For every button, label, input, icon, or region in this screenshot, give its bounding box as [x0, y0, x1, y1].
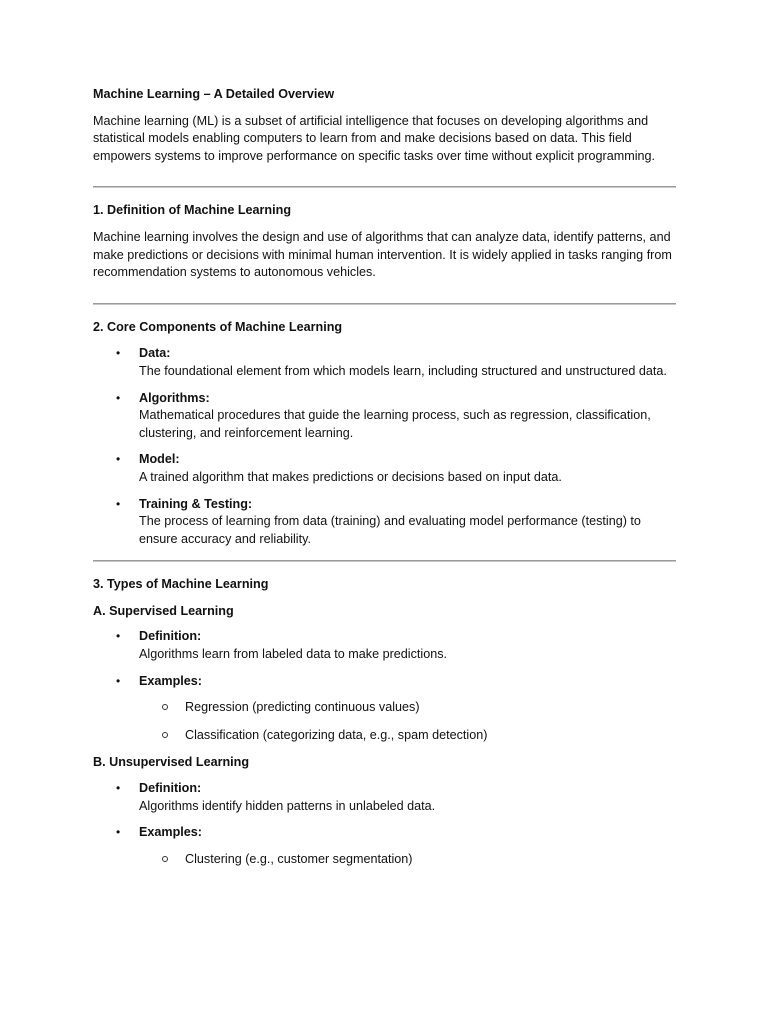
sub-list-item [139, 699, 676, 717]
list-item [93, 824, 676, 868]
section-heading-definition: 1. Definition of Machine Learning [93, 203, 292, 218]
example-text: Classification (categorizing data, e.g., spam detection) [185, 727, 488, 742]
bullet-icon: • [116, 390, 121, 405]
bullet-icon: • [116, 629, 121, 644]
bullet-icon: • [116, 452, 121, 467]
supervised-list [93, 628, 676, 744]
document-title: Machine Learning – A Detailed Overview [93, 87, 335, 101]
supervised-examples-list [139, 699, 676, 744]
section-divider [93, 186, 676, 188]
item-label: Model: [139, 452, 180, 467]
list-item [93, 451, 676, 486]
bullet-icon: • [116, 346, 121, 361]
item-text: A trained algorithm that makes predictions or decisions based on input data. [139, 469, 562, 484]
definition-paragraph: Machine learning involves the design and use of algorithms that can analyze data, identify patterns, and make predictions or decisions with minimal human intervention. It is widely applied in tasks ranging from recommendation systems to autonomous vehicles. [93, 229, 672, 280]
list-item [93, 628, 676, 663]
item-text: The process of learning from data (training) and evaluating model performance (testing) to ensure accuracy and reliability. [139, 514, 641, 546]
bullet-icon: • [116, 781, 121, 796]
list-item [93, 345, 676, 380]
section-heading-components: 2. Core Components of Machine Learning [93, 319, 343, 334]
item-label: Definition: [139, 629, 202, 644]
item-label: Data: [139, 346, 171, 361]
components-list [93, 345, 676, 548]
list-item [93, 780, 676, 815]
circle-bullet-icon [162, 704, 168, 710]
item-text: Algorithms identify hidden patterns in unlabeled data. [139, 798, 436, 813]
item-text: Algorithms learn from labeled data to make predictions. [139, 647, 447, 662]
subsection-heading-unsupervised: B. Unsupervised Learning [93, 755, 250, 770]
item-label: Examples: [139, 825, 202, 840]
circle-bullet-icon [162, 856, 168, 862]
unsupervised-examples-list [139, 851, 676, 869]
item-label: Training & Testing: [139, 496, 253, 511]
item-text: The foundational element from which models learn, including structured and unstructured data. [139, 363, 667, 378]
bullet-icon: • [116, 496, 121, 511]
sub-list-item [139, 727, 676, 745]
item-label: Definition: [139, 781, 202, 796]
example-text: Clustering (e.g., customer segmentation) [185, 851, 413, 866]
unsupervised-list [93, 780, 676, 868]
item-label: Examples: [139, 673, 202, 688]
bullet-icon: • [116, 825, 121, 840]
example-text: Regression (predicting continuous values) [185, 700, 420, 715]
intro-paragraph: Machine learning (ML) is a subset of artificial intelligence that focuses on developing algorithms and statistical models enabling computers to learn from and make decisions based on data. This field empowers systems to improve performance on specific tasks over time without explicit programming. [93, 113, 656, 163]
section-divider [93, 560, 676, 562]
list-item [93, 496, 676, 549]
list-item [93, 673, 676, 745]
subsection-heading-supervised: A. Supervised Learning [93, 603, 234, 618]
section-divider [93, 303, 676, 305]
bullet-icon: • [116, 673, 121, 688]
item-text: Mathematical procedures that guide the learning process, such as regression, classification, clustering, and reinforcement learning. [139, 408, 651, 440]
sub-list-item [139, 851, 676, 869]
circle-bullet-icon [162, 732, 168, 738]
item-label: Algorithms: [139, 390, 210, 405]
list-item [93, 390, 676, 443]
section-heading-types: 3. Types of Machine Learning [93, 577, 269, 592]
